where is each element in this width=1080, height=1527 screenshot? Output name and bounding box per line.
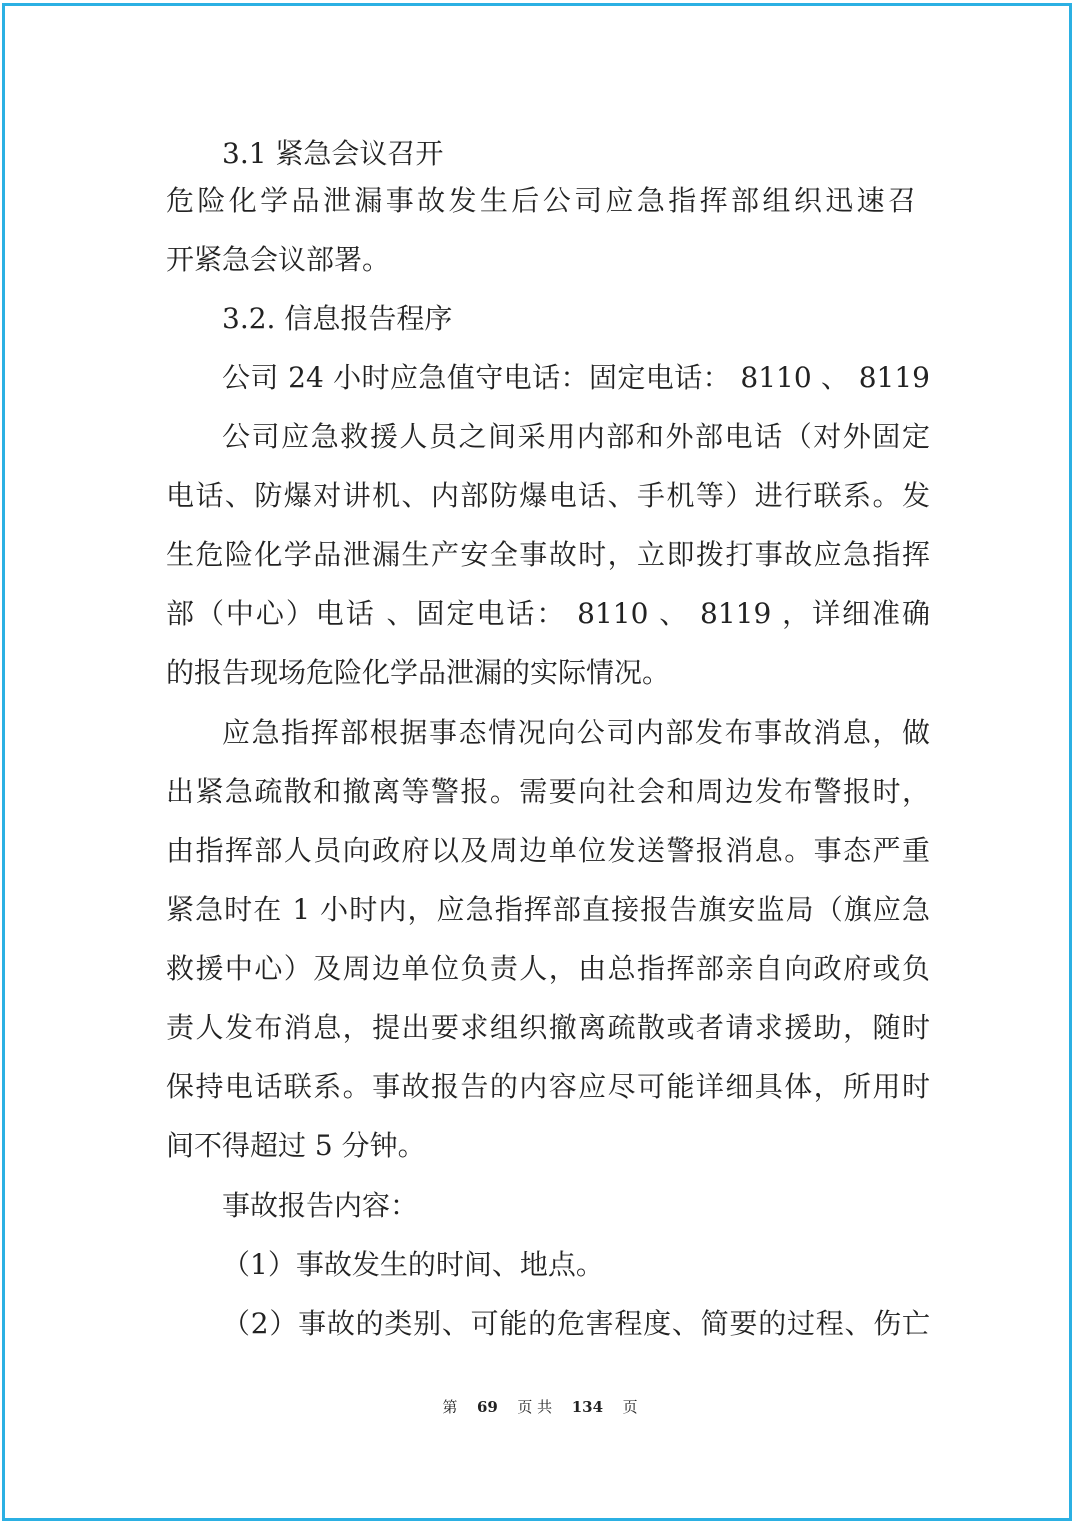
paragraph-line: 公司应急救援人员之间采用内部和外部电话（对外固定 (222, 420, 930, 453)
footer-prefix: 第 (442, 1398, 458, 1416)
page-frame (2, 3, 1072, 1521)
paragraph-line: 生危险化学品泄漏生产安全事故时，立即拨打事故应急指挥 (166, 538, 930, 571)
paragraph-line: 保持电话联系。事故报告的内容应尽可能详细具体，所用时 (166, 1070, 930, 1103)
list-item: （2）事故的类别、可能的危害程度、简要的过程、伤亡 (222, 1307, 930, 1340)
paragraph-line: 开紧急会议部署。 (166, 243, 391, 276)
current-page-number: 69 (476, 1398, 498, 1416)
paragraph-line: 间不得超过 5 分钟。 (166, 1129, 426, 1162)
paragraph-line: 应急指挥部根据事态情况向公司内部发布事故消息，做 (222, 716, 930, 749)
paragraph-line: 危险化学品泄漏事故发生后公司应急指挥部组织迅速召 (166, 184, 916, 217)
section-heading-3-1: 3.1 紧急会议召开 (222, 137, 444, 170)
paragraph-line: 电话、防爆对讲机、内部防爆电话、手机等）进行联系。发 (166, 479, 930, 512)
list-heading: 事故报告内容： (222, 1189, 419, 1222)
total-page-number: 134 (571, 1398, 604, 1416)
footer-suffix: 页 (622, 1398, 638, 1416)
footer-middle: 页 共 (517, 1398, 553, 1416)
page-number-footer (0, 1396, 1080, 1418)
paragraph-line: 救援中心）及周边单位负责人，由总指挥部亲自向政府或负 (166, 952, 930, 985)
paragraph-line: 出紧急疏散和撤离等警报。需要向社会和周边发布警报时， (166, 775, 930, 808)
paragraph-line: 部（中心）电话 、固定电话： 8110 、 8119 ，详细准确 (166, 597, 930, 630)
paragraph-line: 由指挥部人员向政府以及周边单位发送警报消息。事态严重 (166, 834, 930, 867)
section-heading-3-2: 3.2. 信息报告程序 (222, 302, 453, 335)
paragraph-line: 的报告现场危险化学品泄漏的实际情况。 (166, 656, 671, 689)
list-item: （1）事故发生的时间、地点。 (222, 1248, 604, 1281)
paragraph-line: 责人发布消息，提出要求组织撤离疏散或者请求援助，随时 (166, 1011, 930, 1044)
paragraph-line: 公司 24 小时应急值守电话：固定电话： 8110 、 8119 (222, 361, 930, 394)
paragraph-line: 紧急时在 1 小时内，应急指挥部直接报告旗安监局（旗应急 (166, 893, 930, 926)
